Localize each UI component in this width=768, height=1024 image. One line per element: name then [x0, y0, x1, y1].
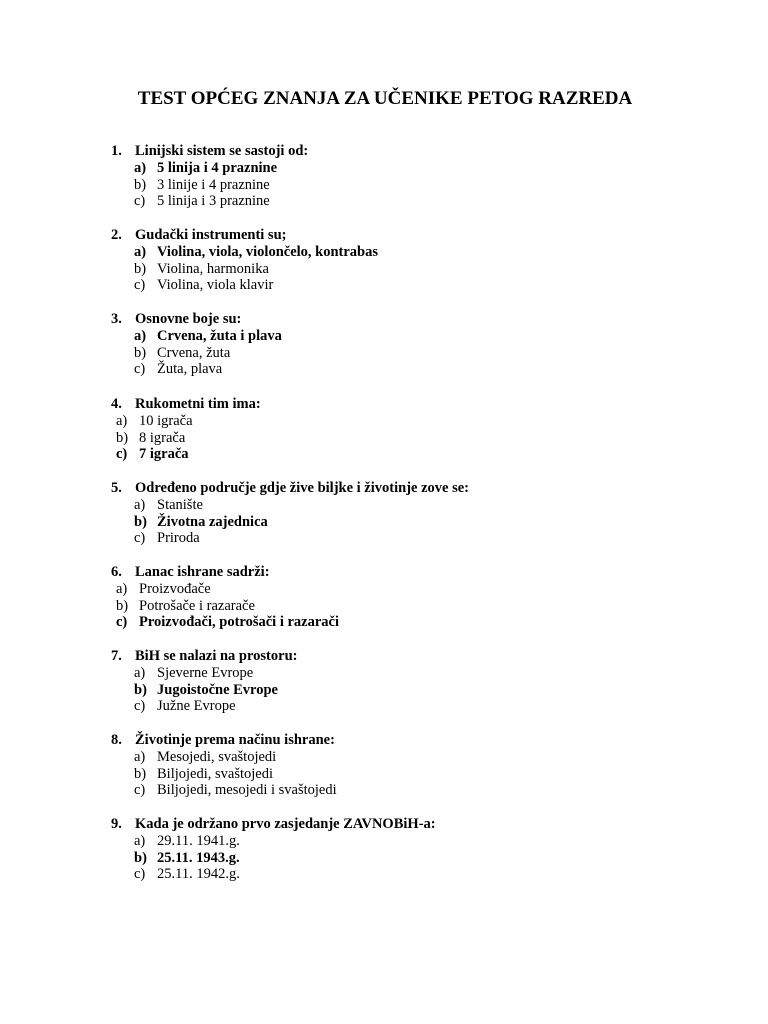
answer-option [134, 497, 203, 514]
option-text: Violina, harmonika [157, 260, 269, 277]
answer-option [134, 261, 269, 278]
option-letter: b) [134, 765, 147, 782]
option-text: Biljojedi, svaštojedi [157, 765, 273, 782]
option-letter: c) [134, 193, 146, 210]
option-letter: c) [134, 277, 146, 294]
option-text: 7 igrača [139, 446, 189, 463]
answer-option [116, 446, 189, 463]
option-text: Crvena, žuta i plava [157, 327, 282, 344]
option-text: Mesojedi, svaštojedi [157, 748, 277, 765]
answer-option [134, 361, 222, 378]
option-letter: b) [134, 513, 147, 530]
page-title: TEST OPĆEG ZNANJA ZA UČENIKE PETOG RAZREDA [137, 88, 633, 109]
answer-option [134, 665, 253, 682]
question-number: 5. [111, 480, 122, 496]
option-letter: a) [134, 327, 147, 344]
answer-option [116, 413, 193, 430]
question-label: Životinje prema načinu ishrane: [135, 732, 335, 748]
question-text [111, 648, 297, 665]
option-letter: a) [134, 832, 146, 849]
option-text: 8 igrača [139, 429, 186, 446]
option-text: 5 linija i 4 praznine [157, 159, 278, 176]
option-text: Biljojedi, mesojedi i svaštojedi [157, 782, 337, 799]
option-text: Violina, viola klavir [157, 277, 274, 294]
question-text [111, 480, 469, 497]
option-letter: c) [134, 361, 146, 378]
answer-option [134, 160, 277, 177]
option-letter: a) [134, 748, 146, 765]
option-text: 25.11. 1942.g. [157, 866, 240, 883]
answer-option [134, 345, 230, 362]
answer-option [116, 598, 255, 615]
option-letter: b) [134, 176, 147, 193]
option-letter: b) [134, 260, 147, 277]
question-label: Određeno područje gdje žive biljke i životinje zove se: [135, 480, 469, 496]
answer-option [116, 614, 339, 631]
option-letter: c) [134, 698, 146, 715]
option-letter: b) [116, 429, 129, 446]
answer-option [134, 514, 268, 531]
answer-option [134, 749, 276, 766]
answer-option [134, 833, 240, 850]
option-text: Violina, viola, violončelo, kontrabas [157, 243, 379, 260]
question-number: 4. [111, 396, 122, 412]
option-text: Jugoistočne Evrope [157, 681, 278, 698]
question-text [111, 732, 335, 749]
option-text: 5 linija i 3 praznine [157, 193, 270, 210]
answer-option [134, 698, 236, 715]
question-text [111, 396, 261, 413]
question-label: BiH se nalazi na prostoru: [135, 648, 298, 664]
question-label: Rukometni tim ima: [135, 396, 261, 412]
question-label: Kada je održano prvo zasjedanje ZAVNOBiH-a: [135, 816, 436, 832]
question-number: 1. [111, 143, 122, 159]
question-label: Gudački instrumenti su; [135, 227, 287, 243]
option-text: Životna zajednica [157, 513, 268, 530]
answer-option [134, 277, 273, 294]
question-number: 9. [111, 816, 122, 832]
option-letter: a) [134, 496, 146, 513]
question-label: Lanac ishrane sadrži: [135, 564, 270, 580]
question-label: Osnovne boje su: [135, 311, 242, 327]
option-letter: c) [134, 866, 146, 883]
option-letter: c) [116, 614, 128, 631]
option-letter: a) [134, 243, 147, 260]
answer-option [134, 682, 278, 699]
question-label: Linijski sistem se sastoji od: [135, 143, 309, 159]
question-number: 2. [111, 227, 122, 243]
option-letter: a) [116, 412, 128, 429]
answer-option [134, 850, 240, 867]
option-text: Proizvođači, potrošači i razarači [139, 614, 339, 631]
answer-option [134, 866, 240, 883]
question-text [111, 311, 241, 328]
answer-option [134, 530, 200, 547]
option-text: 3 linije i 4 praznine [157, 176, 270, 193]
answer-option [134, 328, 282, 345]
option-text: Sjeverne Evrope [157, 664, 254, 681]
option-letter: c) [134, 530, 146, 547]
answer-option [116, 581, 211, 598]
option-text: Žuta, plava [157, 361, 223, 378]
question-text [111, 227, 286, 244]
answer-option [134, 177, 270, 194]
option-text: Priroda [157, 530, 200, 547]
answer-option [134, 782, 337, 799]
option-letter: a) [134, 664, 146, 681]
option-letter: c) [134, 782, 146, 799]
option-text: 29.11. 1941.g. [157, 832, 240, 849]
option-text: Proizvođače [139, 580, 211, 597]
answer-option [134, 244, 378, 261]
answer-option [134, 193, 270, 210]
option-text: Južne Evrope [157, 698, 236, 715]
question-text [111, 143, 308, 160]
answer-option [134, 766, 273, 783]
option-letter: b) [134, 849, 147, 866]
answer-option [116, 430, 185, 447]
option-letter: b) [134, 344, 147, 361]
question-text [111, 816, 436, 833]
question-number: 3. [111, 311, 122, 327]
option-text: 10 igrača [139, 412, 193, 429]
question-number: 7. [111, 648, 122, 664]
option-letter: a) [134, 159, 147, 176]
option-letter: a) [116, 580, 128, 597]
question-number: 6. [111, 564, 122, 580]
question-text [111, 564, 270, 581]
option-text: Crvena, žuta [157, 344, 231, 361]
question-number: 8. [111, 732, 122, 748]
option-text: Potrošače i razarače [139, 597, 255, 614]
option-letter: b) [116, 597, 129, 614]
option-text: Stanište [157, 496, 203, 513]
option-letter: b) [134, 681, 147, 698]
option-text: 25.11. 1943.g. [157, 849, 240, 866]
option-letter: c) [116, 446, 128, 463]
